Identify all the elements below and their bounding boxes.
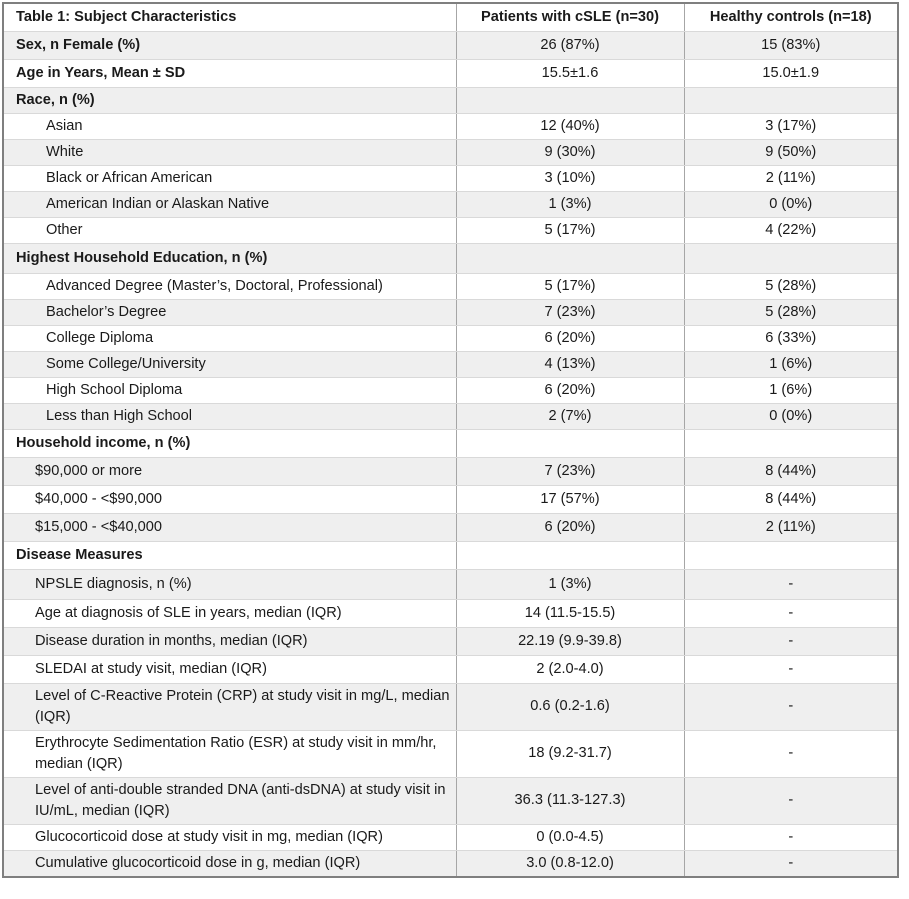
table-row (3, 457, 898, 485)
table-row (3, 165, 898, 191)
table-header (3, 3, 898, 31)
controls-value-cell: 9 (50%) (684, 139, 898, 165)
row-label-cell: $90,000 or more (3, 457, 456, 485)
table-row (3, 139, 898, 165)
controls-value-cell: 4 (22%) (684, 217, 898, 243)
row-label-cell: Level of C-Reactive Protein (CRP) at study visit in mg/L, median (IQR) (3, 683, 456, 730)
controls-value-cell (684, 541, 898, 569)
cSLE-value-cell: 6 (20%) (456, 325, 684, 351)
cSLE-value-cell: 6 (20%) (456, 377, 684, 403)
row-label-cell: Cumulative glucocorticoid dose in g, median (IQR) (3, 850, 456, 877)
table-row (3, 683, 898, 730)
controls-value-cell: 8 (44%) (684, 457, 898, 485)
controls-value-cell: 1 (6%) (684, 377, 898, 403)
row-label-cell: Erythrocyte Sedimentation Ratio (ESR) at study visit in mm/hr, median (IQR) (3, 730, 456, 777)
row-label-cell: Level of anti-double stranded DNA (anti-dsDNA) at study visit in IU/mL, median (IQR) (3, 777, 456, 824)
cSLE-value-cell: 7 (23%) (456, 299, 684, 325)
table-row (3, 377, 898, 403)
controls-value-cell: 6 (33%) (684, 325, 898, 351)
controls-value-cell: - (684, 627, 898, 655)
table-row (3, 541, 898, 569)
controls-value-cell: - (684, 569, 898, 599)
table-row (3, 299, 898, 325)
row-label-cell: Highest Household Education, n (%) (3, 243, 456, 273)
cSLE-value-cell: 1 (3%) (456, 569, 684, 599)
header-row (3, 3, 898, 31)
cSLE-value-cell: 0.6 (0.2-1.6) (456, 683, 684, 730)
cSLE-value-cell: 36.3 (11.3-127.3) (456, 777, 684, 824)
row-label-cell: Race, n (%) (3, 87, 456, 113)
row-label-cell: Black or African American (3, 165, 456, 191)
row-label-cell: NPSLE diagnosis, n (%) (3, 569, 456, 599)
cSLE-value-cell: 2 (2.0-4.0) (456, 655, 684, 683)
row-label-cell: $40,000 - <$90,000 (3, 485, 456, 513)
table-row (3, 599, 898, 627)
controls-value-cell: 15 (83%) (684, 31, 898, 59)
controls-value-cell: 2 (11%) (684, 513, 898, 541)
cSLE-value-cell (456, 87, 684, 113)
row-label-cell: American Indian or Alaskan Native (3, 191, 456, 217)
row-label-cell: Sex, n Female (%) (3, 31, 456, 59)
table-row (3, 31, 898, 59)
cSLE-value-cell: 1 (3%) (456, 191, 684, 217)
subject-characteristics-table (2, 2, 899, 878)
cSLE-value-cell: 5 (17%) (456, 217, 684, 243)
cSLE-value-cell: 14 (11.5-15.5) (456, 599, 684, 627)
table-row (3, 730, 898, 777)
row-label-cell: Other (3, 217, 456, 243)
cSLE-value-cell: 4 (13%) (456, 351, 684, 377)
cSLE-value-cell: 12 (40%) (456, 113, 684, 139)
table-row (3, 273, 898, 299)
cSLE-value-cell: 2 (7%) (456, 403, 684, 429)
cSLE-value-cell: 17 (57%) (456, 485, 684, 513)
cSLE-value-cell: 0 (0.0-4.5) (456, 824, 684, 850)
row-label-cell: Disease duration in months, median (IQR) (3, 627, 456, 655)
table-row (3, 403, 898, 429)
controls-value-cell: - (684, 655, 898, 683)
cSLE-value-cell: 18 (9.2-31.7) (456, 730, 684, 777)
table-row (3, 87, 898, 113)
cSLE-value-cell: 3 (10%) (456, 165, 684, 191)
cSLE-value-cell: 15.5±1.6 (456, 59, 684, 87)
row-label-cell: SLEDAI at study visit, median (IQR) (3, 655, 456, 683)
cSLE-value-cell: 22.19 (9.9-39.8) (456, 627, 684, 655)
cSLE-value-cell (456, 429, 684, 457)
column-header-patients-cSLE: Patients with cSLE (n=30) (456, 3, 684, 31)
cSLE-value-cell: 9 (30%) (456, 139, 684, 165)
controls-value-cell: 8 (44%) (684, 485, 898, 513)
row-label-cell: Glucocorticoid dose at study visit in mg, median (IQR) (3, 824, 456, 850)
row-label-cell: Advanced Degree (Master’s, Doctoral, Professional) (3, 273, 456, 299)
controls-value-cell: 1 (6%) (684, 351, 898, 377)
table-row (3, 59, 898, 87)
cSLE-value-cell: 6 (20%) (456, 513, 684, 541)
controls-value-cell: - (684, 850, 898, 877)
controls-value-cell: 0 (0%) (684, 191, 898, 217)
controls-value-cell (684, 429, 898, 457)
controls-value-cell: 15.0±1.9 (684, 59, 898, 87)
row-label-cell: Age in Years, Mean ± SD (3, 59, 456, 87)
table-row (3, 217, 898, 243)
table-row (3, 485, 898, 513)
row-label-cell: Asian (3, 113, 456, 139)
row-label-cell: Household income, n (%) (3, 429, 456, 457)
controls-value-cell: 5 (28%) (684, 299, 898, 325)
column-header-healthy-controls: Healthy controls (n=18) (684, 3, 898, 31)
controls-value-cell: - (684, 599, 898, 627)
table-row (3, 325, 898, 351)
table-row (3, 351, 898, 377)
controls-value-cell (684, 87, 898, 113)
cSLE-value-cell (456, 243, 684, 273)
table-row (3, 569, 898, 599)
row-label-cell: High School Diploma (3, 377, 456, 403)
row-label-cell: College Diploma (3, 325, 456, 351)
table-row (3, 824, 898, 850)
cSLE-value-cell: 26 (87%) (456, 31, 684, 59)
row-label-cell: Some College/University (3, 351, 456, 377)
row-label-cell: Less than High School (3, 403, 456, 429)
table-row (3, 243, 898, 273)
table-row (3, 429, 898, 457)
cSLE-value-cell: 3.0 (0.8-12.0) (456, 850, 684, 877)
controls-value-cell: - (684, 683, 898, 730)
cSLE-value-cell: 5 (17%) (456, 273, 684, 299)
controls-value-cell: 2 (11%) (684, 165, 898, 191)
controls-value-cell: 0 (0%) (684, 403, 898, 429)
table-row (3, 627, 898, 655)
controls-value-cell: 3 (17%) (684, 113, 898, 139)
table-row (3, 191, 898, 217)
table-title: Table 1: Subject Characteristics (3, 3, 456, 31)
controls-value-cell (684, 243, 898, 273)
table-row (3, 513, 898, 541)
table-body (3, 31, 898, 877)
controls-value-cell: - (684, 730, 898, 777)
table-row (3, 655, 898, 683)
row-label-cell: $15,000 - <$40,000 (3, 513, 456, 541)
table-row (3, 850, 898, 877)
cSLE-value-cell: 7 (23%) (456, 457, 684, 485)
controls-value-cell: - (684, 777, 898, 824)
cSLE-value-cell (456, 541, 684, 569)
row-label-cell: Bachelor’s Degree (3, 299, 456, 325)
controls-value-cell: 5 (28%) (684, 273, 898, 299)
row-label-cell: Age at diagnosis of SLE in years, median (IQR) (3, 599, 456, 627)
table-row (3, 777, 898, 824)
controls-value-cell: - (684, 824, 898, 850)
row-label-cell: White (3, 139, 456, 165)
row-label-cell: Disease Measures (3, 541, 456, 569)
table-row (3, 113, 898, 139)
